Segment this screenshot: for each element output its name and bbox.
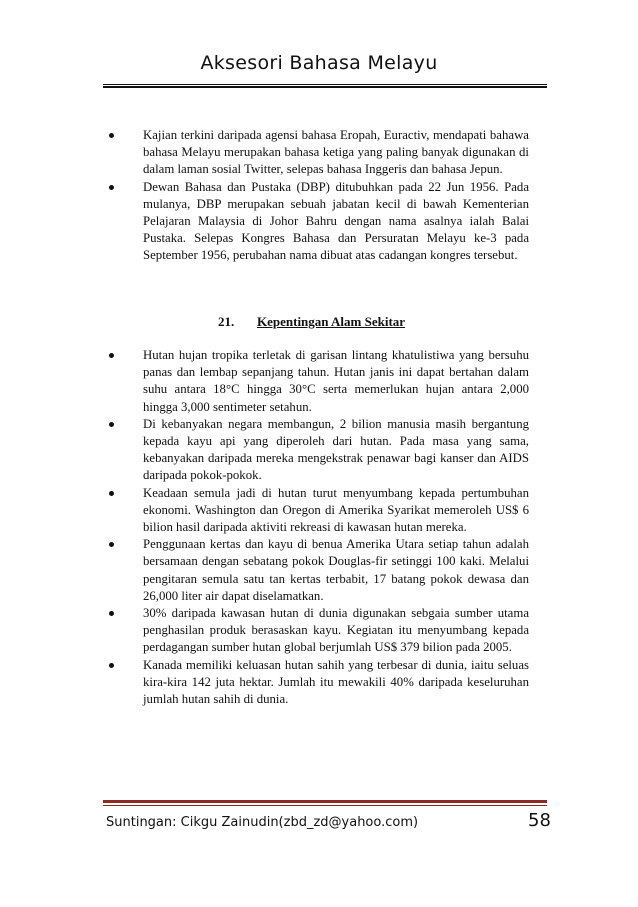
bullet-icon	[109, 422, 114, 427]
footer-rule-thin	[103, 805, 547, 806]
section-title: Kepentingan Alam Sekitar	[257, 314, 406, 329]
bullet-text: Penggunaan kertas dan kayu di benua Amerika Utara setiap tahun adalah bersamaan dengan sebatang pokok Douglas-fir setinggi 100 kaki. Melalui pengitaran semula satu tan kertas terbabit, 17 batang pokok dewasa dan 26,000 liter air dapat diselamatkan.	[143, 537, 529, 603]
bullet-text: Kanada memiliki keluasan hutan sahih yang terbesar di dunia, iaitu seluas kira-kira 142 juta hektar. Jumlah itu mewakili 40% daripada keseluruhan jumlah hutan sahih di dunia.	[143, 657, 529, 707]
list-item	[0, 657, 638, 709]
intro-bullet-list	[0, 127, 638, 265]
bullet-text: Kajian terkini daripada agensi bahasa Eropah, Euractiv, mendapati bahawa bahasa Melayu merupakan bahasa ketiga yang paling banyak digunakan di dalam laman sosial Twitter, selepas bahasa Inggeris dan bahasa Jepun.	[143, 128, 529, 177]
bullet-text: Di kebanyakan negara membangun, 2 bilion manusia masih bergantung kepada kayu api yang diperoleh dari hutan. Pada masa yang sama, kebanyakan daripada mereka mengekstrak penawar bagi kanser dan AIDS daripada pokok-pokok.	[143, 416, 529, 483]
bullet-text: 30% daripada kawasan hutan di dunia digunakan sebgaia sumber utama penghasilan produk berasaskan kayu. Kegiatan itu menyumbang kepada perdagangan sumber hutan global berjumlah US$ 379 bilion pada 2005.	[143, 606, 529, 655]
list-item	[0, 127, 638, 179]
list-item	[0, 416, 638, 485]
bullet-icon	[109, 491, 114, 496]
section-bullet-list	[0, 347, 638, 708]
bullet-text: Hutan hujan tropika terletak di garisan lintang khatulistiwa yang bersuhu panas dan lembap sepanjang tahun. Hutan janis ini dapat bertahan dalam suhu antara 18°C hingga 30°C serta memerlukan hujan antara 2,000 hingga 3,000 sentimeter setahun.	[143, 348, 529, 414]
footer-credit: Suntingan: Cikgu Zainudin(zbd_zd@yahoo.com)	[106, 815, 419, 830]
bullet-text: Dewan Bahasa dan Pustaka (DBP) ditubuhkan pada 22 Jun 1956. Pada mulanya, DBP merupakan sebuah jabatan kecil di bawah Kementerian Pelajaran Malaysia di Johor Bahru dengan nama asalnya ialah Balai Pustaka. Selepas Kongres Bahasa dan Persuratan Melayu ke-3 pada September 1956, perubahan nama dibuat atas cadangan kongres tersebut.	[143, 179, 529, 263]
section-number: 21.	[218, 314, 235, 329]
list-item	[0, 485, 638, 537]
bullet-icon	[109, 185, 114, 190]
bullet-icon	[109, 542, 114, 547]
header-rule-thin	[103, 84, 547, 85]
list-item	[0, 347, 638, 416]
bullet-icon	[109, 663, 114, 668]
list-item	[0, 605, 638, 657]
bullet-text: Keadaan semula jadi di hutan turut menyumbang kepada pertumbuhan ekonomi. Washington dan Oregon di Amerika Syarikat memeroleh US$ 6 bilion hasil daripada aktiviti rekreasi di kawasan hutan mereka.	[143, 485, 529, 535]
list-item	[0, 179, 638, 265]
page-header-title: Aksesori Bahasa Melayu	[200, 52, 438, 74]
bullet-icon	[109, 353, 114, 358]
footer-rule-thick	[103, 800, 547, 803]
header-rule-thick	[103, 86, 547, 88]
bullet-icon	[109, 133, 114, 138]
bullet-icon	[109, 611, 114, 616]
list-item	[0, 536, 638, 605]
page-number: 58	[528, 810, 551, 831]
